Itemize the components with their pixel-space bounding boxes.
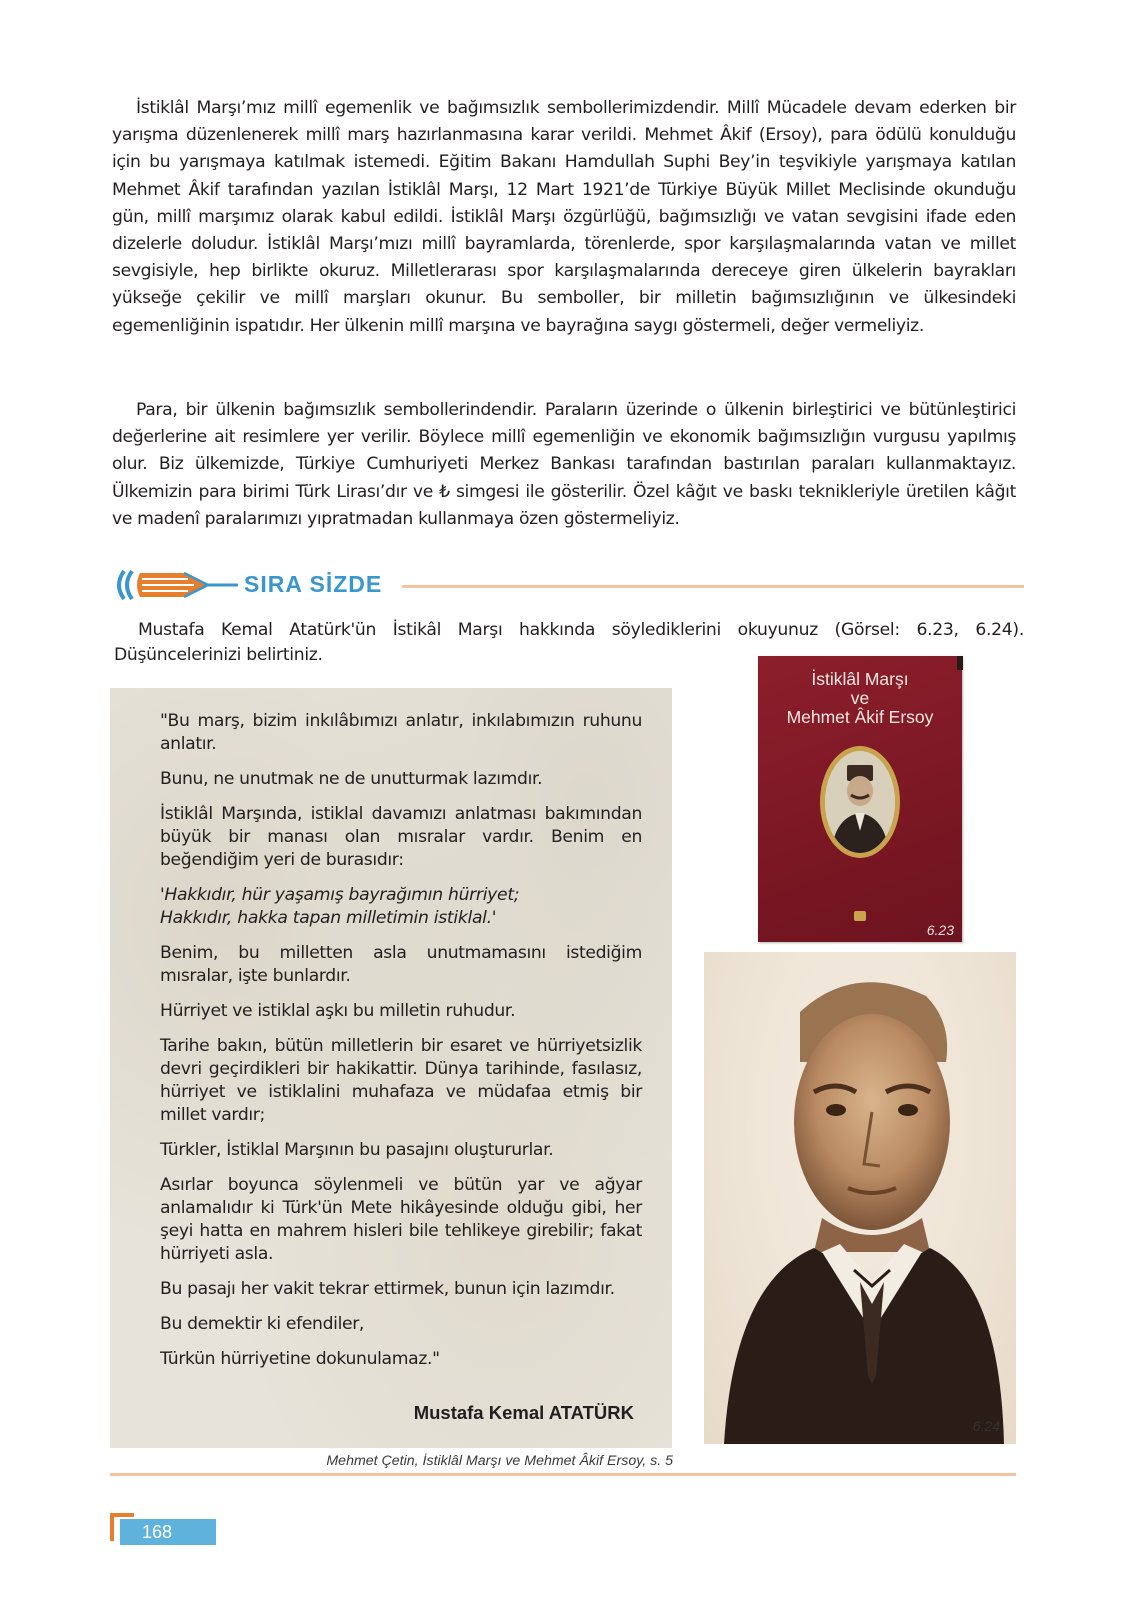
book-title-line: ve (850, 688, 870, 708)
book-edge (957, 656, 963, 670)
page-number-accent-top (110, 1513, 134, 1517)
book-cover-image (758, 656, 962, 942)
quote-line: Benim, bu milletten asla unutmamasını istediğim mısralar, işte bunlardır. (160, 943, 642, 986)
quote-author: Mustafa Kemal ATATÜRK (413, 1402, 634, 1423)
body-paragraph-anthem: İstiklâl Marşı’mız millî egemenlik ve bağımsızlık sembollerimizdendir. Millî Mücadele devam ederken bir yarışma düzenlenerek millî marş hazırlanmasına karar verildi. Mehmet Âkif (Ersoy), para ödülü konulduğu için bu yarışmaya katılmak istemedi. Eğitim Bakanı Hamdullah Suphi Bey’in teşvikiyle yarışmaya katılan Mehmet Âkif tarafından yazılan İstiklâl Marşı, 12 Mart 1921’de Türkiye Büyük Millet Meclisinde okunduğu gün, millî marşımız olarak kabul edildi. İstiklâl Marşı özgürlüğü, bağımsızlığı ve vatan sevgisini ifade eden dizelerle doludur. İstiklâl Marşı’mızı millî bayramlarda, törenlerde, spor karşılaşmalarında vatan ve millet sevgisiyle, hep birlikte okuruz. Milletlerarası spor karşılaşmalarında dereceye giren ülkelerin bayrakları yükseğe çekilir ve millî marşları okunur. Bu semboller, bir milletin bağımsızlığının ve ülkesindeki egemenliğinin ispatıdır. Her ülkenin millî marşına ve bayrağına saygı göstermeli, değer vermeliyiz. (112, 98, 1016, 336)
quote-line: İstiklâl Marşında, istiklal davamızı anlatması bakımından büyük bir manası olan mısralar vardır. Benim en beğendiğim yeri de burasıdır: (160, 804, 642, 870)
bottom-rule (110, 1473, 1016, 1476)
quote-line: Bu pasajı her vakit tekrar ettirmek, bunun için lazımdır. (160, 1279, 615, 1299)
quote-line: Türkün hürriyetine dokunulamaz." (160, 1349, 440, 1369)
quote-line: Bu demektir ki efendiler, (160, 1314, 365, 1334)
page-number-box (110, 1513, 216, 1541)
page-number: 168 (142, 1522, 173, 1542)
book-title-line: İstiklâl Marşı (811, 669, 909, 689)
anthem-verse (160, 884, 642, 930)
quote-line: Hürriyet ve istiklal aşkı bu milletin ruhudur. (160, 1001, 516, 1021)
figure-label: 6.24 (972, 1418, 1000, 1434)
akif-portrait-oval (820, 746, 900, 858)
akif-portrait-icon (825, 751, 895, 853)
book-title (758, 670, 962, 727)
quote-line: "Bu marş, bizim inkılâbımızı anlatır, inkılabımızın ruhunu anlatır. (160, 711, 642, 754)
ataturk-portrait-icon (704, 952, 1016, 1444)
quote-panel (110, 688, 672, 1448)
book-title-line: Mehmet Âkif Ersoy (786, 707, 934, 727)
verse-line: 'Hakkıdır, hür yaşamış bayrağımın hürriyet; (160, 885, 520, 905)
page-number-accent (110, 1513, 114, 1541)
activity-header (110, 568, 1020, 602)
quote-line: Bunu, ne unutmak ne de unutturmak lazımdır. (160, 769, 543, 789)
figure-label: 6.23 (926, 922, 954, 938)
source-citation: Mehmet Çetin, İstiklâl Marşı ve Mehmet Âkif Ersoy, s. 5 (326, 1453, 673, 1469)
quote-line: Tarihe bakın, bütün milletlerin bir esaret ve hürriyetsizlik devri geçirdikleri bir hakikattir. Dünya tarihinde, fasılasız, hürriyet ve istiklalini muhafaza ve müdafaa etmiş bir millet vardır; (160, 1036, 642, 1125)
quote-body (160, 710, 642, 1383)
verse-line: Hakkıdır, hakka tapan milletimin istiklal.' (160, 908, 497, 928)
quote-line: Asırlar boyunca söylenmeli ve bütün yar ve ağyar anlamalıdır ki Türk'ün Mete hikâyesinde olduğu gibi, her şeyi hatta en mahrem hisleri bile tehlikeye girebilir; fakat hürriyeti asla. (160, 1175, 642, 1264)
header-rule (402, 585, 1024, 588)
body-paragraph-currency: Para, bir ülkenin bağımsızlık sembollerindendir. Paraların üzerinde o ülkenin birleştirici ve bütünleştirici değerlerine ait resimlere yer verilir. Böylece millî egemenliğin ve ekonomik bağımsızlığın vurgusu yapılmış olur. Biz ülkemizde, Türkiye Cumhuriyeti Merkez Bankası tarafından bastırılan paraları kullanmaktayız. Ülkemizin para birimi Türk Lirası’dır ve ₺ simgesi ile gösterilir. Özel kâğıt ve baskı teknikleriyle üretilen kâğıt ve madenî paralarımızı yıpratmadan kullanmaya özen göstermeliyiz. (112, 400, 1016, 529)
quote-line: Türkler, İstiklal Marşının bu pasajını oluştururlar. (160, 1140, 554, 1160)
activity-title: SIRA SİZDE (244, 571, 383, 597)
activity-instruction: Mustafa Kemal Atatürk'ün İstikâl Marşı hakkında söylediklerini okuyunuz (Görsel: 6.23, 6.24). Düşüncelerinizi belirtiniz. (114, 620, 1024, 665)
ataturk-portrait-image (704, 952, 1016, 1444)
publisher-emblem-icon (854, 911, 866, 921)
pencil-icon (110, 568, 244, 602)
